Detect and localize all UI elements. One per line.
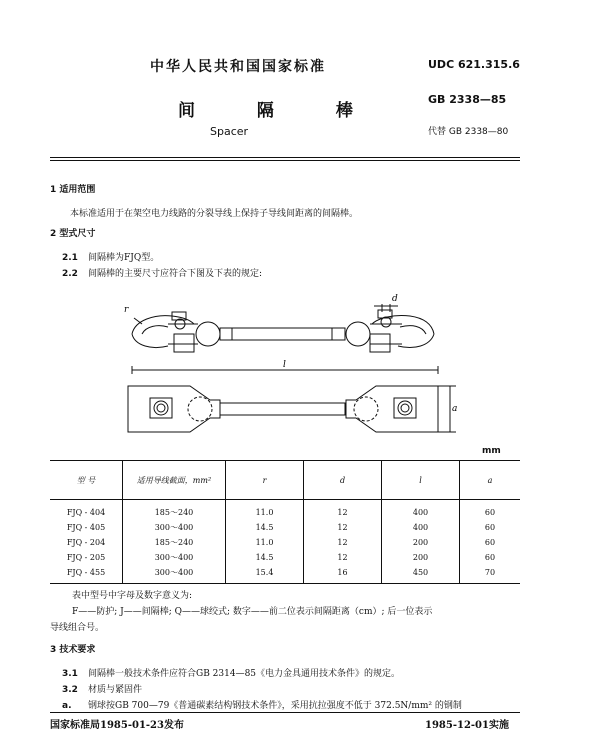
section-3-heading: 3 技术要求 [50,645,96,655]
section-3-a-text: 钢球按GB 700—79《普通碳素结构钢技术条件》，采用抗拉强度不低于 372.5N/mm² 的钢制 [88,701,462,711]
cell: 14.5 [226,520,304,535]
col-header-r: r [226,461,304,500]
issue-date: 国家标准局1985-01-23发布 [50,720,184,731]
gb-number: GB 2338—85 [428,93,507,106]
section-2-2-num: 2.2 [62,269,78,279]
footer-rule [50,712,520,713]
unit-label: mm [482,446,501,456]
table-row [50,520,520,535]
cell: 12 [304,520,382,535]
section-2-1 [62,250,159,263]
label-d: d [392,294,398,304]
left-clamp-body [174,334,194,352]
col-header-d: d [304,461,382,500]
label-a: a [452,404,458,414]
cell: 300～400 [123,550,226,565]
col-header-section: 适用导线截面，mm² [123,461,226,500]
left-plate [128,386,220,432]
cell: 185～240 [123,500,226,521]
label-r: r [124,305,129,315]
cell: 14.5 [226,550,304,565]
col-header-model: 型 号 [50,461,123,500]
section-1-text: 本标准适用于在架空电力线路的分裂导线上保持子导线间距离的间隔棒。 [70,209,359,219]
cell: 11.0 [226,500,304,521]
col-header-a: a [460,461,521,500]
spacer-drawing [120,290,460,440]
cell: FJQ - 405 [66,523,106,532]
table-row [50,565,520,584]
table-row [50,535,520,550]
cell: FJQ - 455 [50,565,123,584]
spacer-rod [220,328,345,340]
section-3-2-num: 3.2 [62,685,78,695]
right-ball-joint [346,322,370,346]
udc-code: UDC 621.315.6 [428,58,520,71]
table-header-row [50,461,520,500]
section-3-2-text: 材质与紧固件 [88,685,143,695]
section-3-a-num: a. [62,701,72,711]
notes-intro: 表中型号中字母及数字意义为: [72,591,193,601]
cell: 12 [304,550,382,565]
cell: 300～400 [123,520,226,535]
label-l: l [283,360,286,370]
cell: FJQ - 205 [66,553,106,562]
section-3-1-text: 间隔棒一般技术条件应符合GB 2314—85《电力金具通用技术条件》的规定。 [88,669,401,679]
cell: 70 [460,565,521,584]
spacer-rod-bottom [220,403,345,415]
notes-line-2: 导线组合号。 [50,623,105,633]
section-3-1-num: 3.1 [62,669,78,679]
right-clamp-body [370,334,390,352]
cell: 185～240 [123,535,226,550]
right-clamp-lower-arc [398,334,434,348]
cell: 450 [382,565,460,584]
header-rule [50,157,520,158]
section-1-heading: 1 适用范围 [50,185,96,195]
section-3-2 [62,682,142,695]
cell: FJQ - 404 [66,508,106,517]
cell: 60 [460,520,521,535]
cell: 400 [382,500,460,521]
section-3-1 [62,666,400,679]
cell: FJQ - 204 [66,538,106,547]
section-3-a [62,698,462,711]
cell: 200 [382,550,460,565]
col-header-l: l [382,461,460,500]
cell: 60 [460,500,521,521]
left-clamp-lower-arc [132,334,168,348]
document-subtitle: Spacer [210,125,249,138]
cell: 16 [304,565,382,584]
section-2-2 [62,266,262,279]
table-row [50,500,520,521]
document-title: 间 隔 棒 [178,101,381,121]
right-plate [346,386,438,432]
section-2-2-text: 间隔棒的主要尺寸应符合下图及下表的规定: [88,269,263,279]
cell: 11.0 [226,535,304,550]
notes-line-1: F——防护; J——间隔棒; Q——球绞式; 数字——前二位表示间隔距离（cm）; 后一位表示 [72,607,433,617]
section-2-heading: 2 型式尺寸 [50,229,96,239]
left-ball-joint [196,322,220,346]
cell: 12 [304,535,382,550]
cell: 12 [304,500,382,521]
spec-table [50,460,520,584]
cell: 60 [460,535,521,550]
cell: 60 [460,550,521,565]
cell: 400 [382,520,460,535]
effective-date: 1985-12-01实施 [425,720,509,731]
section-2-1-text: 间隔棒为FJQ型。 [88,253,160,263]
header-rule-2 [50,160,520,161]
table-row [50,550,520,565]
cell: 200 [382,535,460,550]
cell: 300～400 [123,565,226,584]
cell: 15.4 [226,565,304,584]
section-2-1-num: 2.1 [62,253,78,263]
standard-org-title: 中华人民共和国国家标准 [150,59,326,75]
replaces-note: 代替 GB 2338—80 [428,127,509,137]
